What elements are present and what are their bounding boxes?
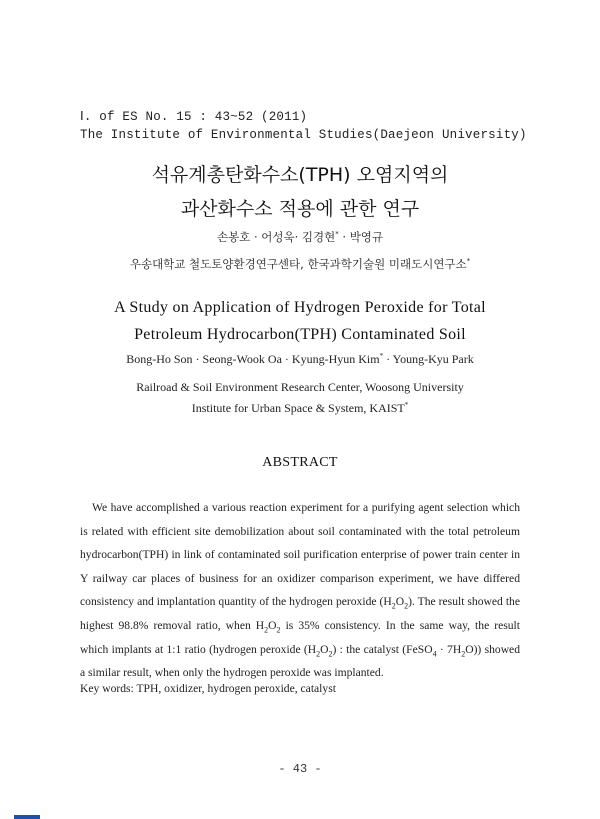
korean-author-mark: * — [335, 230, 339, 239]
english-affiliation-line2: Institute for Urban Space & System, KAIST — [191, 401, 405, 415]
korean-affiliation-mark: * — [466, 257, 471, 266]
korean-title — [0, 158, 600, 226]
korean-affiliation-text: 우송대학교 철도토양환경연구센타, 한국과학기술원 미래도시연구소 — [129, 257, 467, 271]
english-author-mark: * — [379, 352, 384, 360]
journal-institute: The Institute of Environmental Studies(Daejeon University) — [80, 128, 527, 142]
subscript: 2 — [404, 601, 409, 611]
abstract-text: O — [395, 595, 405, 609]
korean-authors — [0, 229, 600, 245]
subscript: 2 — [461, 648, 466, 658]
korean-affiliation — [0, 256, 600, 272]
abstract-text: O — [268, 618, 277, 632]
keywords: Key words: TPH, oxidizer, hydrogen peroxide, catalyst — [80, 682, 336, 695]
english-authors — [0, 352, 600, 367]
bottom-color-mark — [14, 815, 40, 819]
subscript: 2 — [391, 601, 396, 611]
page-number: - 43 - — [278, 762, 322, 776]
english-title-line2: Petroleum Hydrocarbon(TPH) Contaminated Soil — [134, 326, 466, 343]
abstract-text: · 7H — [436, 642, 462, 656]
journal-citation: Ⅰ. of ES No. 15 : 43~52 (2011) — [80, 110, 308, 124]
korean-authors-text-2: · 박영규 — [338, 230, 384, 244]
english-affiliation-line1: Railroad & Soil Environment Research Center, Woosong University — [136, 380, 464, 394]
abstract-heading: ABSTRACT — [262, 455, 338, 470]
english-authors-text-2: · Young-Kyu Park — [383, 352, 474, 366]
korean-title-line1: 석유계총탄화수소(TPH) 오염지역의 — [151, 164, 449, 186]
english-affiliation — [0, 377, 600, 419]
subscript: 2 — [328, 648, 333, 658]
english-authors-text: Bong-Ho Son · Seong-Wook Oa · Kyung-Hyun Kim — [126, 352, 380, 366]
abstract-text: We have accomplished a various reaction experiment for a purifying agent selection which is related with efficient site demobilization about soil contaminated with the total petroleum hydrocarbon(TPH) in link of contaminated soil purification enterprise of power train center in Y railway car places of business for an oxidizer comparison experiment, we have differed consistency and implantation quantity of the hydrogen peroxide (H — [80, 501, 520, 609]
subscript: 4 — [432, 648, 437, 658]
journal-header — [80, 108, 527, 144]
korean-title-line2: 과산화수소 적용에 관한 연구 — [180, 198, 420, 220]
english-affiliation-line2-wrap — [0, 398, 600, 419]
english-title-line1: A Study on Application of Hydrogen Peroxide for Total — [114, 299, 486, 316]
english-affiliation-mark: * — [404, 401, 409, 409]
abstract-body — [80, 496, 520, 685]
subscript: 2 — [276, 625, 281, 635]
abstract-text: is 35% consistency. In the same way, the result which implants at 1:1 ratio (hydrogen peroxide (H — [80, 618, 520, 656]
english-title — [0, 294, 600, 348]
korean-authors-text: 손봉호 · 어성욱· 김경현 — [216, 230, 336, 244]
abstract-text: O — [320, 642, 329, 656]
abstract-text: ). The result showed the highest 98.8% removal ratio, when H — [80, 595, 520, 632]
subscript: 2 — [264, 625, 269, 635]
abstract-text: O)) showed a similar result, when only the hydrogen peroxide was implanted. — [80, 642, 521, 680]
abstract-text: ) : the catalyst (FeSO — [332, 642, 433, 656]
subscript: 2 — [316, 648, 321, 658]
